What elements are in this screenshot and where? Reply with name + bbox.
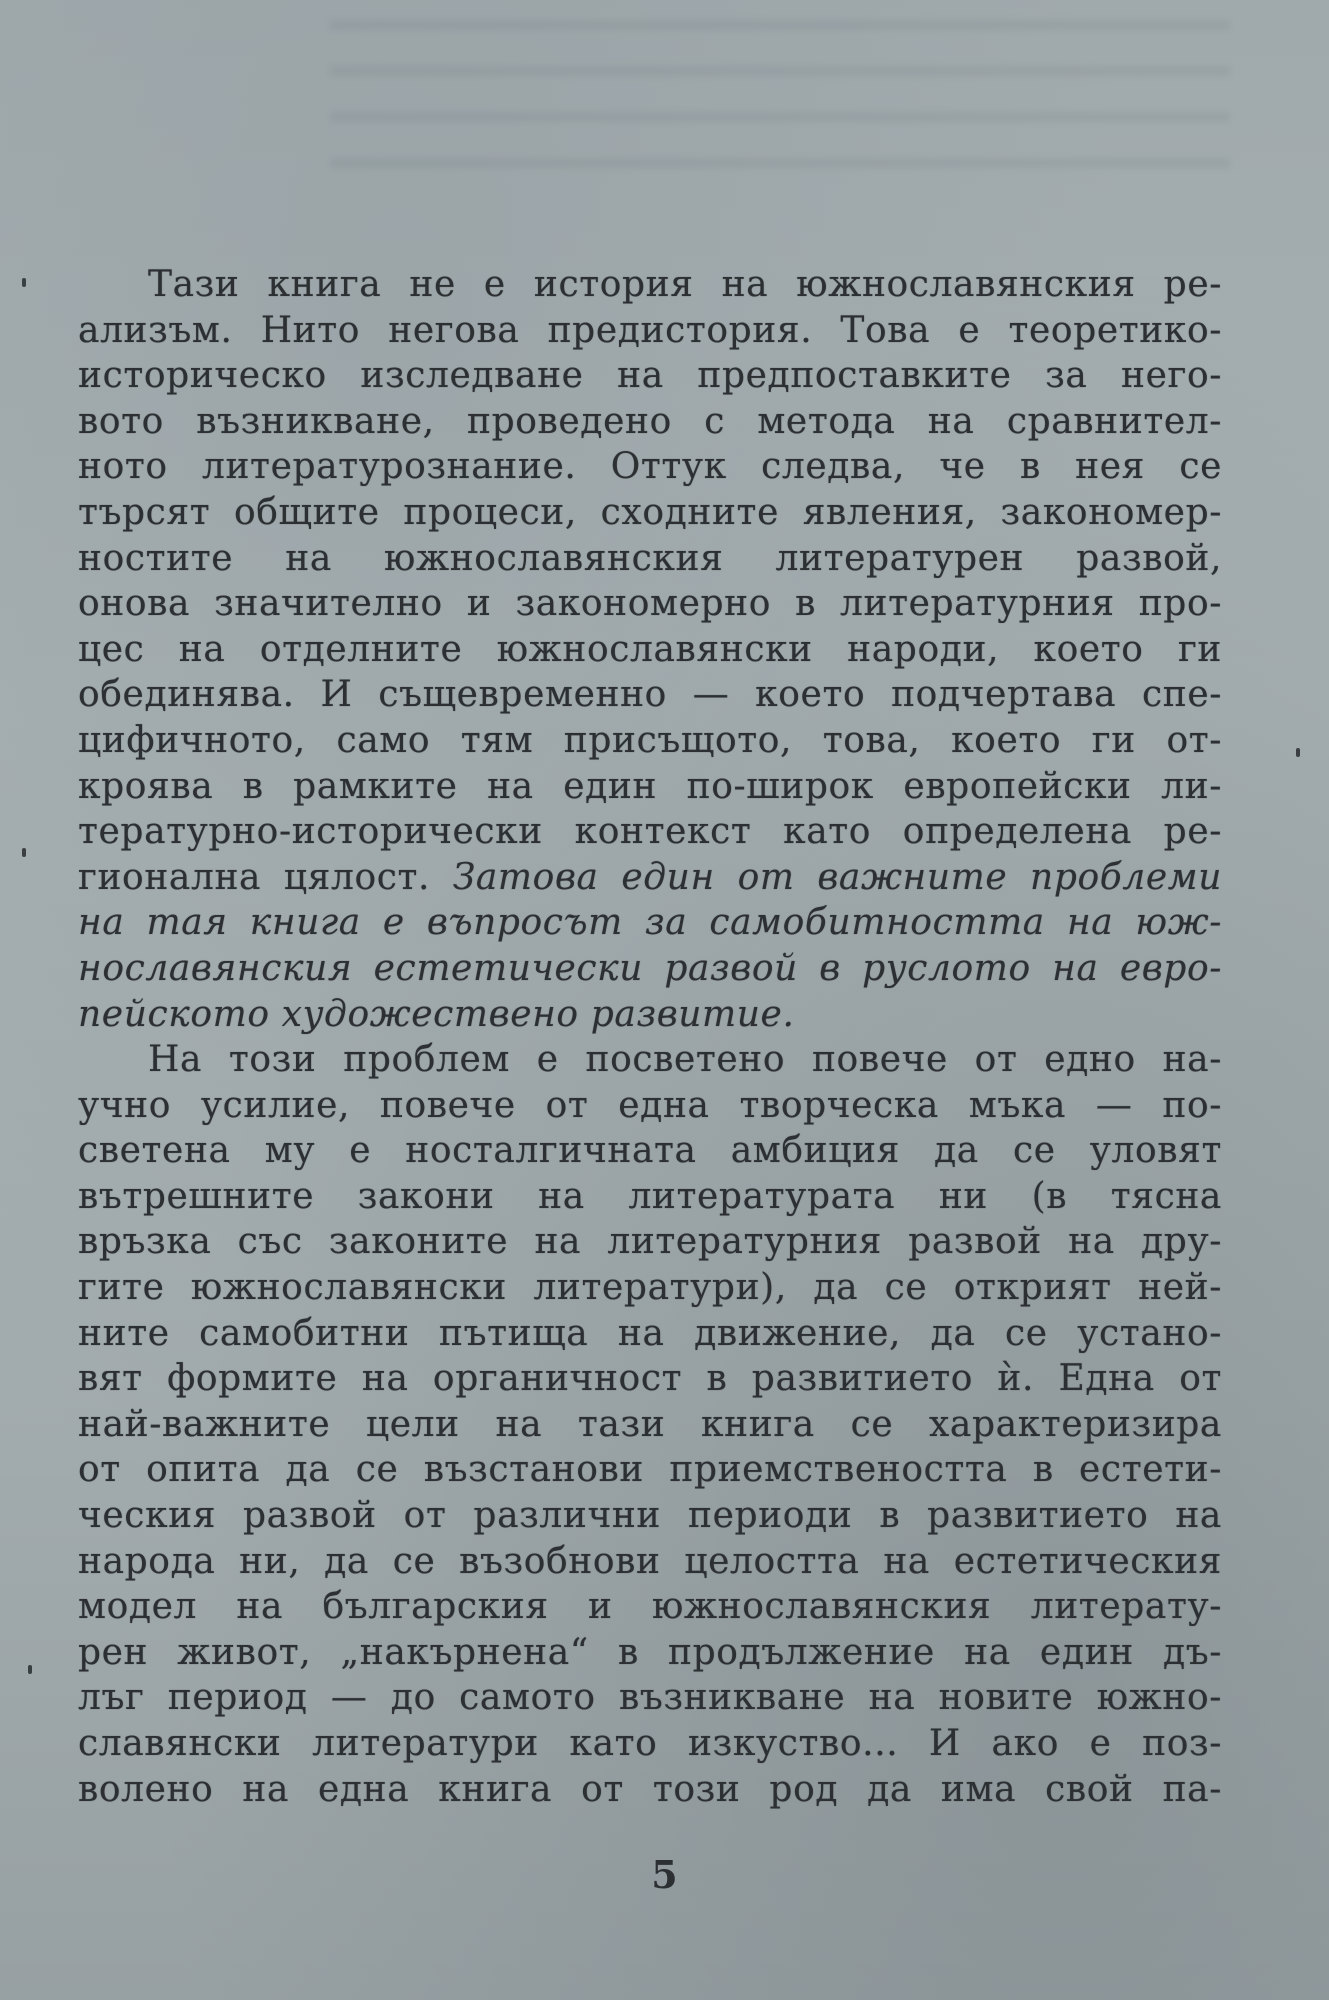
body-text [78, 262, 1222, 1812]
ink-speck [28, 1665, 32, 1674]
text-line: цес на отделните южнославянски народи, което ги [78, 628, 1222, 670]
ink-speck [22, 278, 26, 287]
text-line: Тази книга не е история на южнославянския ре- [148, 264, 1222, 305]
text-line: ческия развой от различни периоди в развитието на [78, 1495, 1222, 1537]
text-line: историческо изследване на предпоставките за него- [78, 355, 1222, 397]
text-line: тературно-исторически контекст като определена ре- [78, 811, 1222, 853]
text-line: онова значително и закономерно в литературния про- [78, 583, 1222, 625]
text-line: вят формите на органичност в развитието ѝ. Една от [78, 1358, 1222, 1400]
text-line: На този проблем е посветено повече от едно на- [148, 1039, 1222, 1081]
ink-speck [1296, 748, 1300, 757]
text-line: връзка със законите на литературния развой на дру- [78, 1221, 1222, 1263]
text-line: учно усилие, повече от една творческа мъка — по- [78, 1084, 1222, 1126]
italic-text-line: на тая книга е въпросът за самобитността на юж- [78, 902, 1222, 944]
italic-text-line: нославянския естетически развой в руслото на евро- [78, 947, 1222, 989]
text-line: лъг период — до самото възникване на новите южно- [78, 1677, 1222, 1719]
text-line: славянски литератури като изкуство... И ако е поз- [78, 1723, 1222, 1764]
text-line: волено на една книга от този род да има свой па- [78, 1768, 1222, 1810]
text-segment: гионална цялост. [78, 856, 431, 898]
bleed-through-texture [330, 20, 1230, 190]
text-line: гите южнославянски литератури), да се открият ней- [78, 1267, 1222, 1309]
ink-speck [22, 848, 26, 857]
text-line: от опита да се възстанови приемствеността в естети- [78, 1449, 1222, 1491]
text-line: обединява. И същевременно — което подчертава спе- [78, 674, 1222, 716]
text-line: ното литературознание. Оттук следва, че в нея се [78, 446, 1222, 488]
text-line-mixed [78, 855, 1222, 901]
text-line: най-важните цели на тази книга се характеризира [78, 1403, 1222, 1445]
text-line: търсят общите процеси, сходните явления, закономер- [78, 491, 1222, 533]
text-line: вътрешните закони на литературата ни (в тясна [78, 1175, 1222, 1217]
text-line: цифичното, само тям присъщото, това, което ги от- [78, 719, 1222, 761]
text-line: модел на българския и южнославянския литерату- [78, 1586, 1222, 1628]
text-line: вото възникване, проведено с метода на сравнител- [78, 400, 1222, 442]
page-number: 5 [651, 1852, 678, 1897]
text-line: светена му е носталгичната амбиция да се уловят [78, 1130, 1222, 1172]
text-line: народа ни, да се възобнови целостта на естетическия [78, 1540, 1222, 1582]
text-line: ните самобитни пътища на движение, да се устано- [78, 1312, 1222, 1354]
text-line: ностите на южнославянския литературен развой, [78, 537, 1222, 579]
text-line: рен живот, „накърнена“ в продължение на един дъ- [78, 1631, 1222, 1673]
text-line: кроява в рамките на един по-широк европейски ли- [78, 765, 1222, 807]
italic-text-segment: Затова един от важните проблеми [452, 856, 1222, 898]
italic-text-line: пейското художествено развитие. [78, 993, 795, 1035]
text-line: ализъм. Нито негова предистория. Това е теоретико- [78, 309, 1222, 351]
